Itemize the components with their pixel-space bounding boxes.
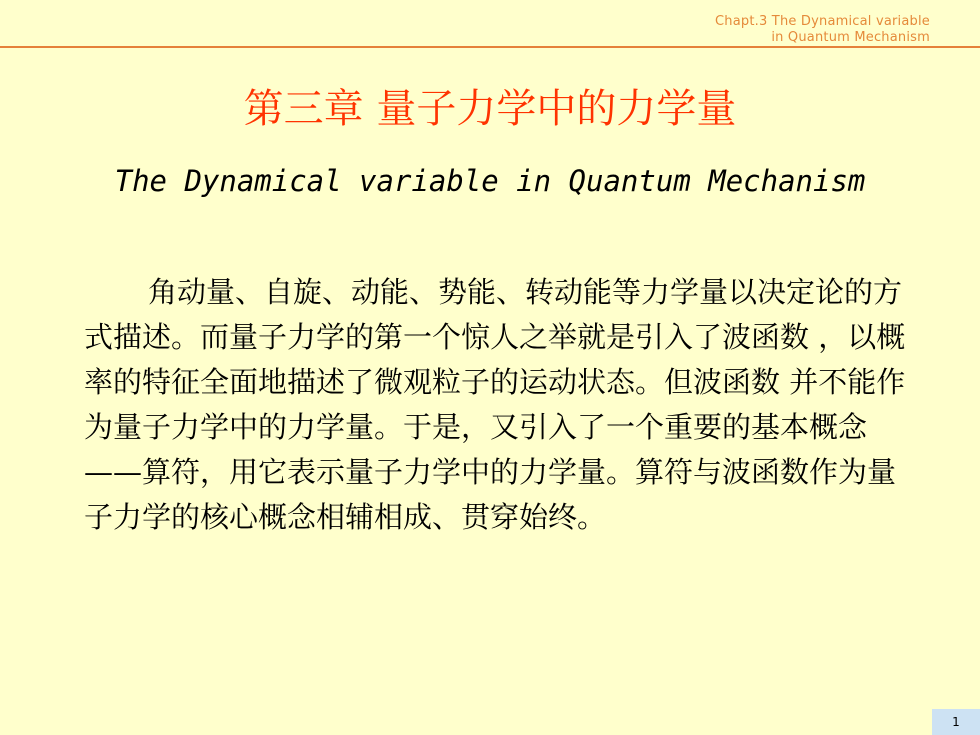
header-divider	[0, 46, 980, 48]
chapter-header-line1: Chapt.3 The Dynamical variable	[715, 14, 930, 29]
page-number: 1	[932, 709, 980, 735]
chapter-header-line2: in Quantum Mechanism	[771, 30, 930, 45]
chapter-header	[715, 14, 930, 46]
body-paragraph: 角动量、自旋、动能、势能、转动能等力学量以决定论的方式描述。而量子力学的第一个惊人之举就是引入了波函数 ，以概率的特征全面地描述了微观粒子的运动状态。但波函数 并不能作为量子力学中的力学量。于是，又引入了一个重要的基本概念——算符，用它表示量子力学中的力学量。算符与波函数作为量子力学的核心概念相辅相成、贯穿始终。	[84, 275, 906, 534]
slide-title: 第三章 量子力学中的力学量	[243, 86, 737, 132]
slide-subtitle: The Dynamical variable in Quantum Mechanism	[114, 164, 866, 198]
